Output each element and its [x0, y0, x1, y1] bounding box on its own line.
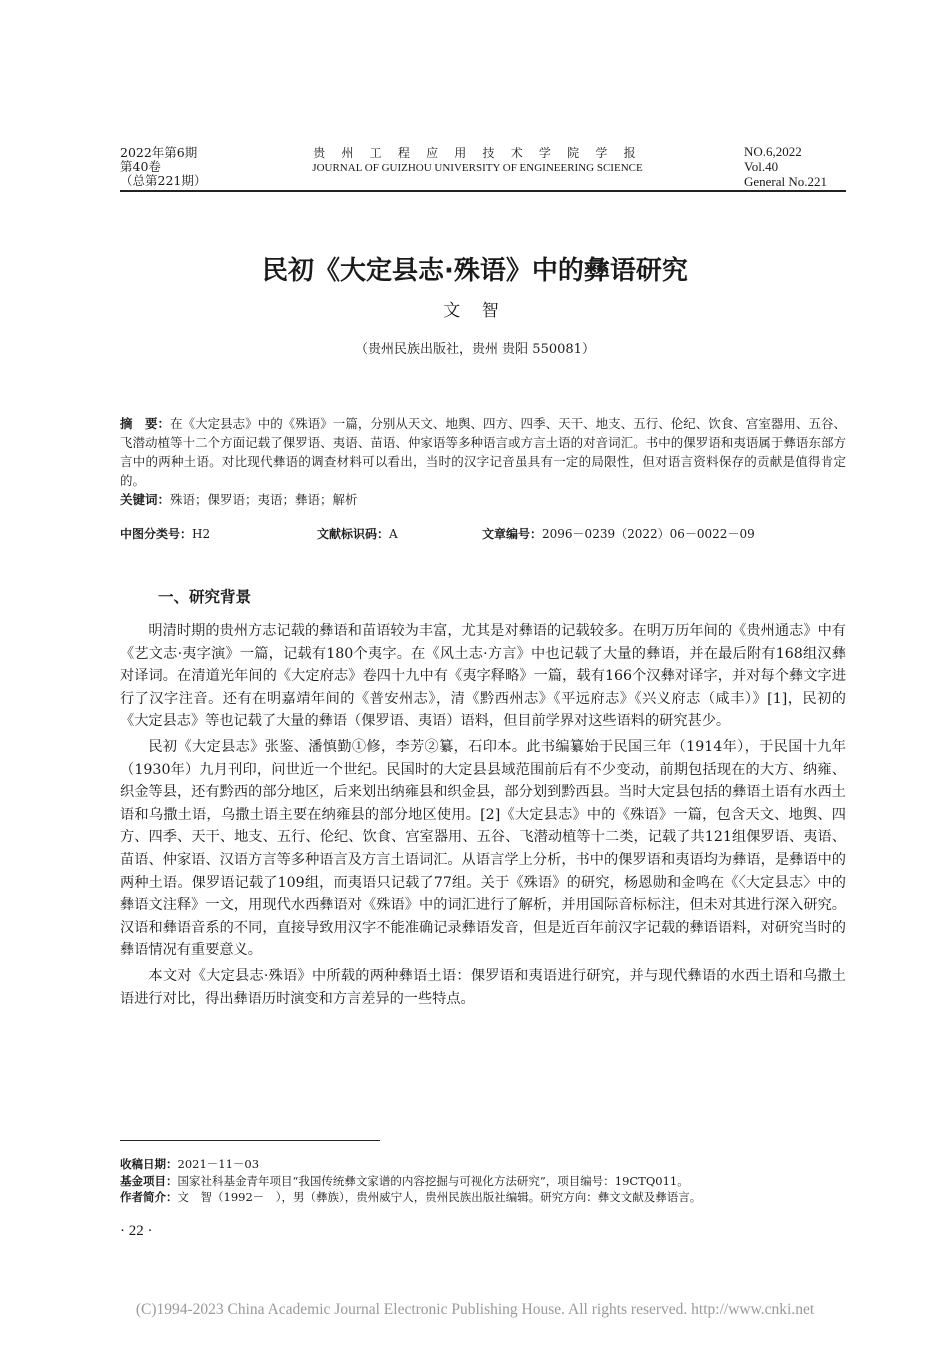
author: 文 智	[443, 301, 507, 321]
journal-name-en: JOURNAL OF GUIZHOU UNIVERSITY OF ENGINEERING SCIENCE	[312, 162, 643, 174]
article-no-value: 2096－0239（2022）06－0022－09	[542, 527, 755, 541]
section-heading: 一、研究背景	[158, 588, 252, 606]
abstract-text: 在《大定县志》中的《殊语》一篇，分别从天文、地舆、四方、四季、天干、地支、五行、伦纪、饮食、宫室器用、五谷、飞潜动植等十二个方面记载了倮罗语、夷语、苗语、仲家语等多种语言或方言土语的对音词汇。书中的倮罗语和夷语属于彝语东部方言中的两种土语。对比现代彝语的调查材料可以看出，当时的汉字记音虽具有一定的局限性，但对语言资料保存的贡献是值得肯定的。	[120, 416, 846, 488]
clc-label: 中图分类号：	[120, 527, 193, 541]
general-no-en: General No.221	[744, 174, 828, 189]
article-no-label: 文章编号：	[482, 527, 543, 541]
clc-value: H2	[192, 527, 211, 541]
abstract	[120, 414, 846, 509]
journal-name-cn: 贵 州 工 程 应 用 技 术 学 院 学 报	[313, 146, 642, 160]
received-date	[120, 1156, 846, 1173]
body-text	[120, 620, 846, 1013]
received-label: 收稿日期：	[120, 1157, 178, 1171]
received-text: 2021－11－03	[177, 1157, 260, 1171]
paragraph: 明清时期的贵州方志记载的彝语和苗语较为丰富，尤其是对彝语的记载较多。在明万历年间的《贵州通志》中有《艺文志·夷字演》一篇，记载有180个夷字。在《风土志·方言》中也记载了大量的彝语，并在最后附有168组汉彝对译词。在清道光年间的《大定府志》卷四十九中有《夷字释略》一篇，载有166个汉彝对译字，并对每个彝文字进行了汉字注音。还有在明嘉靖年间的《普安州志》，清《黔西州志》《平远府志》《兴义府志（咸丰）》[1]，民初的《大定县志》等也记载了大量的彝语（倮罗语、夷语）语料，但目前学界对这些语料的研究甚少。	[120, 623, 846, 730]
header-rule	[120, 190, 846, 192]
clc	[120, 526, 210, 542]
abstract-label: 摘 要：	[120, 416, 171, 431]
volume-en: Vol.40	[744, 159, 779, 174]
keywords-label: 关键词：	[120, 492, 171, 507]
bio-label: 作者简介：	[120, 1190, 178, 1204]
fund-project	[120, 1173, 846, 1190]
journal-name	[305, 146, 650, 175]
page-number: · 22 ·	[120, 1223, 153, 1239]
issue-year: 2022年第6期	[120, 145, 198, 160]
bio-text: 文 智（1992－ ），男（彝族），贵州威宁人，贵州民族出版社编辑。研究方向：彝文文献及彝语言。	[177, 1190, 702, 1204]
keywords-text: 殊语；倮罗语；夷语；彝语；解析	[170, 492, 358, 507]
footnote-rule	[120, 1140, 380, 1141]
doc-code	[317, 526, 398, 542]
paragraph: 民初《大定县志》张鉴、潘慎勤①修，李芳②纂，石印本。此书编纂始于民国三年（1914年），于民国十九年（1930年）九月刊印，问世近一个世纪。民国时的大定县县域范围前后有不少变动，前期包括现在的大方、纳雍、织金等县，还有黔西的部分地区，后来划出纳雍县和织金县，部分划到黔西县。当时大定县包括的彝语土语有水西土语和乌撒土语，乌撒土语主要在纳雍县的部分地区使用。[2]《大定县志》中的《殊语》一篇，包含天文、地舆、四方、四季、天干、地支、五行、伦纪、饮食、宫室器用、五谷、飞潜动植等十二类，记载了共121组倮罗语、夷语、苗语、仲家语、汉语方言等多种语言及方言土语词汇。从语言学上分析，书中的倮罗语和夷语均为彝语，是彝语中的两种土语。倮罗语记载了109组，而夷语只记载了77组。关于《殊语》的研究，杨恩勋和金鸣在《〈大定县志〉中的彝语文注释》一文，用现代水西彝语对《殊语》中的词汇进行了解析，并用国际音标标注，但未对其进行深入研究。汉语和彝语音系的不同，直接导致用汉字不能准确记录彝语发音，但是近百年前汉字记载的彝语语料，对研究当时的彝语情况有重要意义。	[120, 738, 846, 959]
affiliation: （贵州民族出版社，贵州 贵阳 550081）	[355, 342, 595, 357]
paragraph: 本文对《大定县志·殊语》中所载的两种彝语土语：倮罗语和夷语进行研究，并与现代彝语的水西土语和乌撒土语进行对比，得出彝语历时演变和方言差异的一些特点。	[120, 967, 846, 1007]
issue-no-en: NO.6,2022	[744, 144, 802, 159]
doc-code-label: 文献标识码：	[317, 527, 390, 541]
journal-issue-info	[120, 146, 206, 188]
total-issue: （总第221期）	[120, 173, 207, 188]
article-no	[482, 526, 755, 542]
keywords	[120, 490, 846, 509]
paper-title: 民初《大定县志·殊语》中的彝语研究	[262, 256, 688, 286]
volume: 第40卷	[120, 159, 161, 174]
doc-code-value: A	[389, 527, 398, 541]
author-bio	[120, 1189, 846, 1206]
copyright-watermark: (C)1994-2023 China Academic Journal Electronic Publishing House. All rights reserved. http://www.cnki.net	[135, 1301, 815, 1318]
fund-text: 国家社科基金青年项目“我国传统彝文家谱的内容挖掘与可视化方法研究”，项目编号：19CTQ011。	[177, 1173, 689, 1188]
journal-issue-info-en	[744, 144, 827, 189]
footnotes	[120, 1156, 846, 1206]
fund-label: 基金项目：	[120, 1173, 178, 1188]
